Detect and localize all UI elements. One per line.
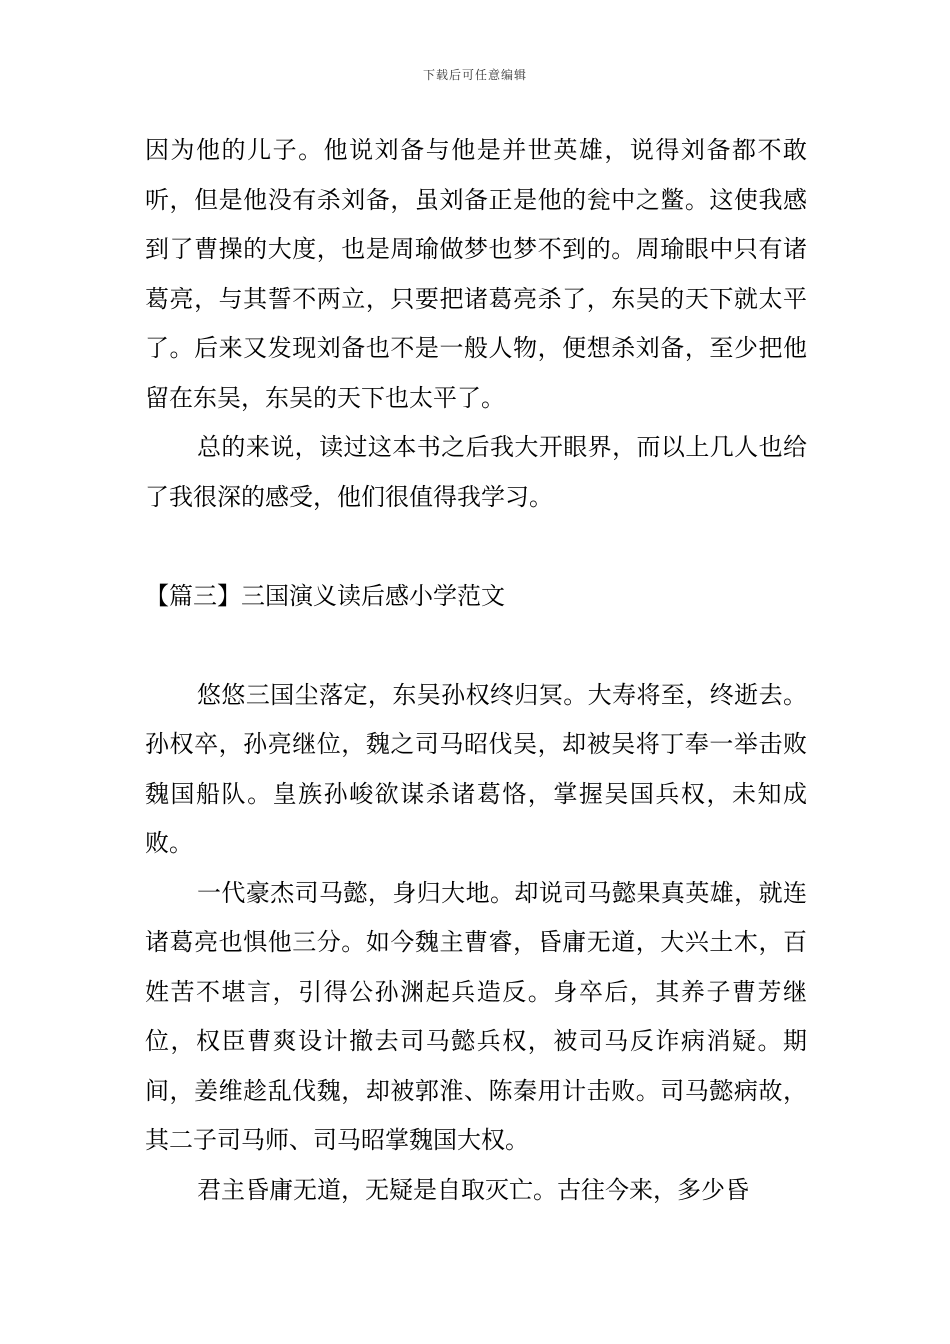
section-title: 【篇三】三国演义读后感小学范文 xyxy=(145,581,505,610)
page-header: 下载后可任意编辑 xyxy=(422,68,527,82)
paragraph: 君主昏庸无道，无疑是自取灭亡。古往今来，多少昏 xyxy=(197,1175,749,1204)
paragraph: 悠悠三国尘落定，东吴孙权终归冥。大寿将至，终逝去。孙权卒，孙亮继位，魏之司马昭伐吴，却被吴将丁奉一举击败魏国船队。皇族孙峻欲谋杀诸葛恪，掌握吴国兵权，未知成败。 xyxy=(145,680,807,857)
blank-line xyxy=(145,522,807,572)
paragraph: 因为他的儿子。他说刘备与他是并世英雄，说得刘备都不敢听，但是他没有杀刘备，虽刘备正是他的瓮中之鳖。这使我感到了曹操的大度，也是周瑜做梦也梦不到的。周瑜眼中只有诸葛亮，与其誓不两立，只要把诸葛亮杀了，东吴的天下就太平了。后来又发现刘备也不是一般人物，便想杀刘备，至少把他留在东吴，东吴的天下也太平了。 xyxy=(145,136,807,412)
paragraph: 总的来说，读过这本书之后我大开眼界，而以上几人也给了我很深的感受，他们很值得我学习。 xyxy=(145,433,807,511)
document-body xyxy=(145,126,807,1215)
paragraph: 一代豪杰司马懿，身归大地。却说司马懿果真英雄，就连诸葛亮也惧他三分。如今魏主曹睿，昏庸无道，大兴土木，百姓苦不堪言，引得公孙渊起兵造反。身卒后，其养子曹芳继位，权臣曹爽设计撤去司马懿兵权，被司马反诈病消疑。期间，姜维趁乱伐魏，却被郭淮、陈秦用计击败。司马懿病故，其二子司马师、司马昭掌魏国大权。 xyxy=(145,878,807,1154)
blank-line xyxy=(145,621,807,671)
